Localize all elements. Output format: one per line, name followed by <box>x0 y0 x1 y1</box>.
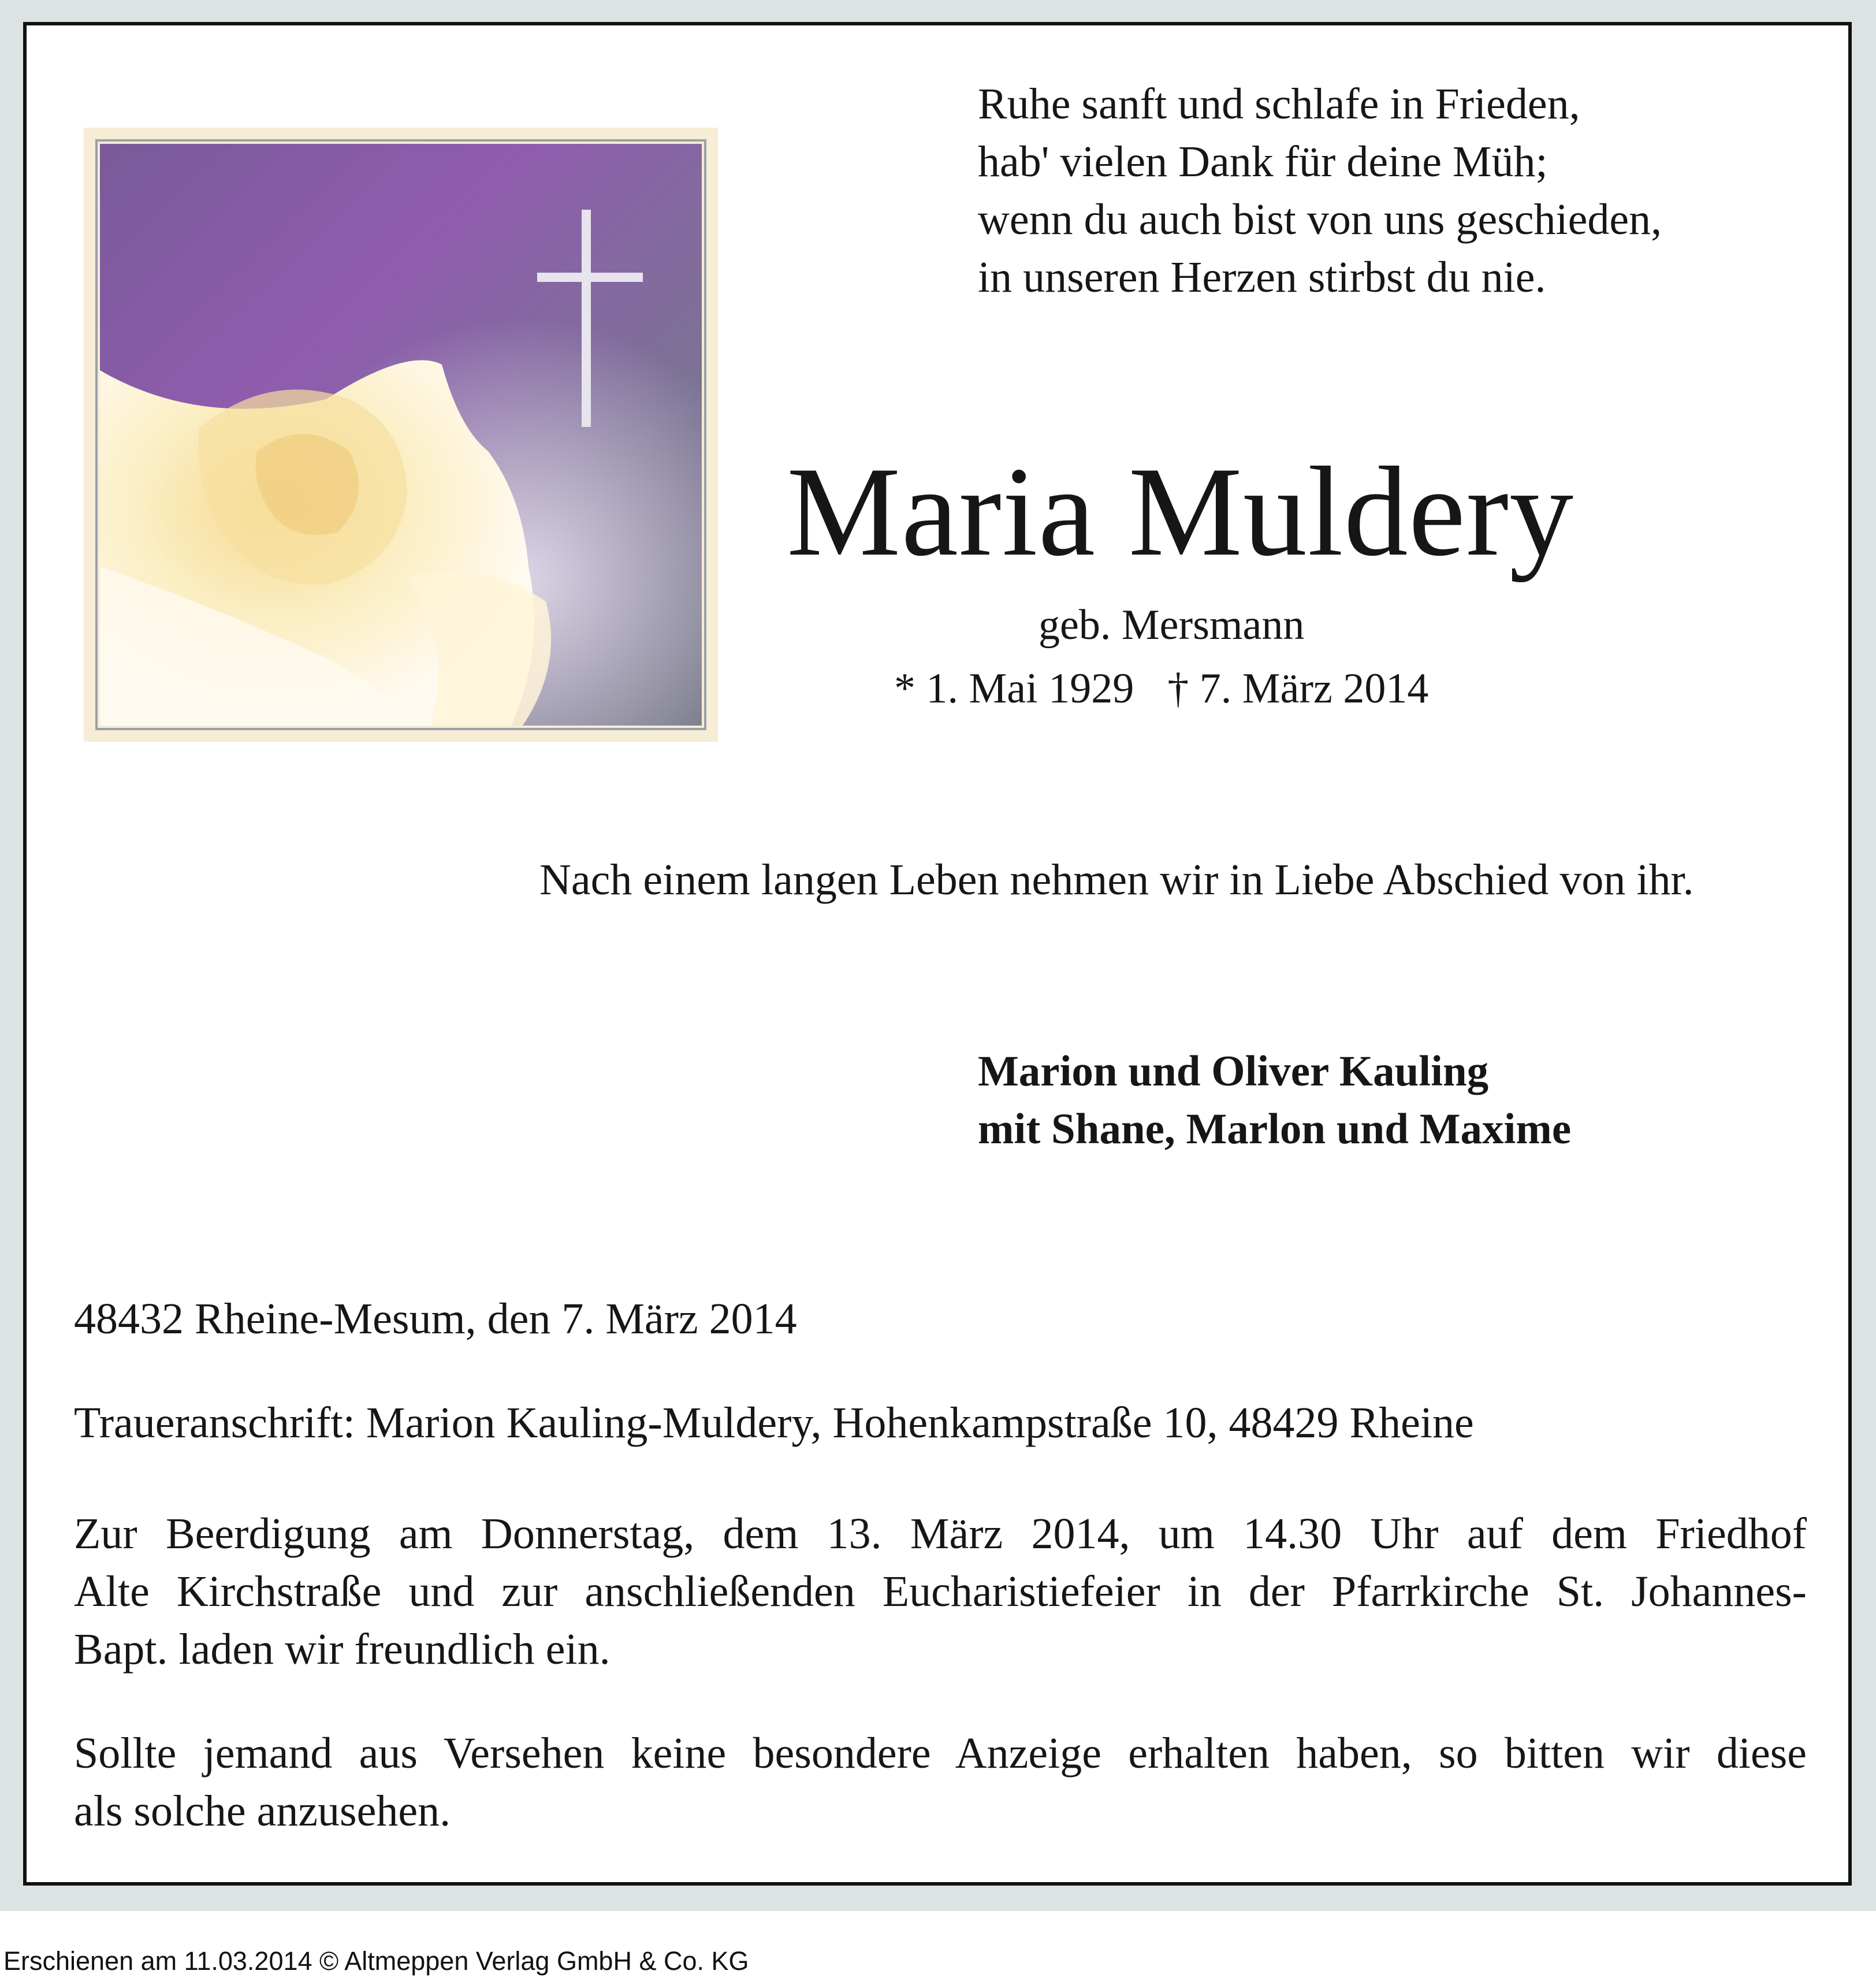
poem-line: hab' vielen Dank für deine Müh; <box>978 137 1548 186</box>
farewell-text: Nach einem langen Leben nehmen wir in Liebe Abschied von ihr. <box>539 856 1694 904</box>
note-paragraph <box>74 1724 1807 1840</box>
maiden-name: geb. Mersmann <box>1038 601 1305 649</box>
family-line: Marion und Oliver Kauling <box>978 1047 1489 1095</box>
family-signature <box>978 1043 1571 1158</box>
mourning-address: Traueranschrift: Marion Kauling-Muldery, Hohenkampstraße 10, 48429 Rheine <box>74 1399 1474 1447</box>
burial-line: Alte Kirchstraße und zur anschließenden Eucharistiefeier in der Pfarrkirche St. Johannes- <box>74 1567 1807 1616</box>
life-dates <box>894 667 1428 710</box>
burial-line: Bapt. laden wir freundlich ein. <box>74 1625 611 1674</box>
family-line: mit Shane, Marlon und Maxime <box>978 1105 1572 1153</box>
burial-paragraph <box>74 1505 1807 1678</box>
poem-line: Ruhe sanft und schlafe in Frieden, <box>978 80 1580 128</box>
death-date: † 7. März 2014 <box>1167 665 1429 712</box>
deceased-name: Maria Muldery <box>787 441 1574 583</box>
poem-line: wenn du auch bist von uns geschieden, <box>978 195 1662 244</box>
burial-line: Zur Beerdigung am Donnerstag, dem 13. März 2014, um 14.30 Uhr auf dem Friedhof <box>74 1509 1807 1558</box>
rose-cross-image <box>84 128 718 742</box>
poem <box>978 75 1662 306</box>
place-date: 48432 Rheine-Mesum, den 7. März 2014 <box>74 1295 797 1343</box>
poem-line: in unseren Herzen stirbst du nie. <box>978 253 1546 302</box>
note-line: als solche anzusehen. <box>74 1787 451 1835</box>
birth-date: * 1. Mai 1929 <box>894 665 1134 712</box>
publication-footer: Erschienen am 11.03.2014 © Altmeppen Verlag GmbH & Co. KG <box>3 1946 749 1976</box>
note-line: Sollte jemand aus Versehen keine besondere Anzeige erhalten haben, so bitten wir diese <box>74 1729 1807 1778</box>
